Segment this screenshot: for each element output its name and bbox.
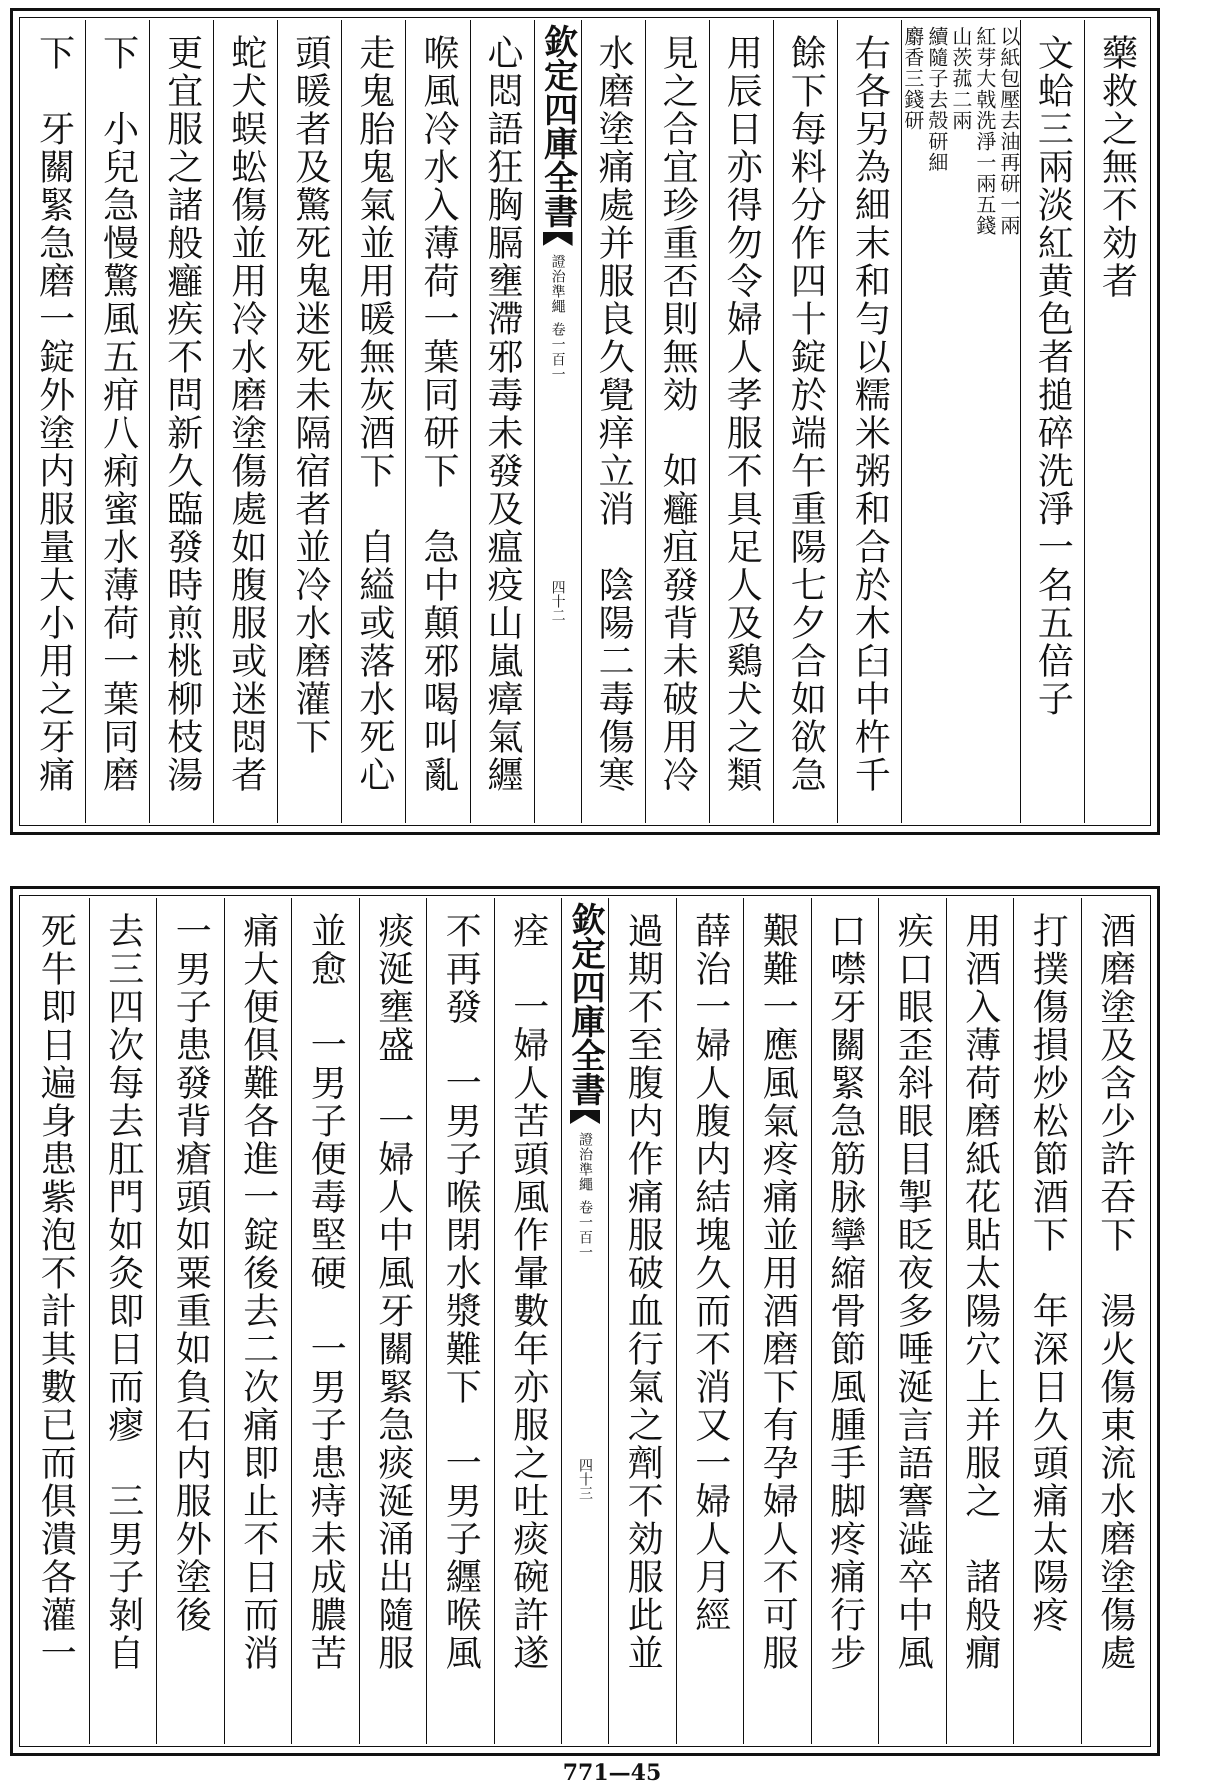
text-column: [709, 20, 773, 823]
column-text: 下 小兒急慢驚風五疳八痢蜜水薄荷一葉同磨: [97, 34, 139, 794]
column-text: 下 牙關緊急磨一錠外塗内服量大小用之牙痛: [33, 34, 75, 794]
column-text: 走鬼胎鬼氣並用暖無灰酒下 自縊或落水死心: [353, 34, 395, 794]
column-text: 一男子患發背瘡頭如粟重如負石内服外塗後: [170, 912, 212, 1634]
column-text: 痛大便俱難各進一錠後去二次痛即止不日而消: [237, 912, 279, 1672]
column-text: 並愈 一男子便毒堅硬 一男子患痔未成膿苦: [305, 912, 347, 1672]
text-column: [581, 20, 645, 823]
text-column: [811, 898, 879, 1744]
text-column: [426, 898, 494, 1744]
text-column: [773, 20, 837, 823]
column-text: 用酒入薄荷磨紙花貼太陽穴上并服之 諸般癇: [959, 912, 1001, 1672]
folio-number: 四十二: [549, 580, 566, 622]
top-page-panel: [10, 8, 1160, 835]
column-text: 右各另為細末和勻以糯米粥和合於木臼中杵千: [849, 34, 891, 794]
column-text: 痊 一婦人苦頭風作暈數年亦服之吐痰碗許遂: [507, 912, 549, 1672]
column-text: 口噤牙關緊急筋脉攣縮骨節風腫手脚疼痛行步: [824, 912, 866, 1672]
top-page-columns: [22, 20, 1148, 823]
text-column: [837, 20, 901, 823]
column-text: 用辰日亦得勿令婦人孝服不具足人及鷄犬之類: [721, 34, 763, 794]
column-text: 頭暖者及驚死鬼迷死未隔宿者並冷水磨灌下: [289, 34, 331, 756]
page-center-column: [534, 20, 581, 823]
column-text: 見之合宜珍重否則無効 如癰疽發背未破用冷: [657, 34, 699, 794]
text-column: [878, 898, 946, 1744]
text-column: [470, 20, 534, 823]
book-title: 證治準繩: [549, 254, 566, 314]
text-column: [1020, 20, 1084, 823]
column-text: 疾口眼歪斜眼目掣眨夜多唾涎言語謇澁卒中風: [892, 912, 934, 1672]
page-center-column: [561, 898, 608, 1744]
text-column: [22, 898, 89, 1744]
annotation-text: 紅芽大戟洗淨一兩五錢: [972, 26, 997, 236]
text-column: [291, 898, 359, 1744]
fishtail-mark-icon: [570, 1110, 600, 1124]
text-column: [676, 898, 744, 1744]
column-text: 餘下每料分作四十錠於端午重陽七夕合如欲急: [785, 34, 827, 794]
book-series-title: 欽定四庫全書: [565, 902, 605, 1106]
text-column: [608, 898, 676, 1744]
column-text: 藥救之無不効者: [1096, 34, 1138, 300]
book-title: 證治準繩: [577, 1132, 593, 1192]
column-text: 死牛即日遍身患紫泡不計其數已而俱潰各灌一: [35, 912, 77, 1672]
text-column: [341, 20, 405, 823]
column-text: 文蛤三兩淡紅黄色者搥碎洗淨一名五倍子: [1032, 34, 1074, 718]
volume-label: 卷一百一: [577, 1200, 593, 1260]
text-column: [1081, 898, 1149, 1744]
column-text: 心悶語狂胸膈壅滯邪毒未發及瘟疫山嵐瘴氣纒: [482, 34, 524, 794]
column-text: 艱難一應風氣疼痛並用酒磨下有孕婦人不可服: [757, 912, 799, 1672]
annotation-text: 續隨子去殻研細: [924, 26, 949, 173]
column-text: 酒磨塗及含少許吞下 湯火傷東流水磨塗傷處: [1094, 912, 1136, 1672]
bottom-page-columns: [22, 898, 1148, 1744]
column-text: 喉風冷水入薄荷一葉同研下 急中顛邪喝叫亂: [417, 34, 459, 794]
text-column: [85, 20, 149, 823]
text-column: [946, 898, 1014, 1744]
column-text: 蛇犬蜈蚣傷並用冷水磨塗傷處如腹服或迷悶者: [225, 34, 267, 794]
column-text: 水磨塗痛處并服良久覺痒立消 陰陽二毒傷寒: [593, 34, 635, 794]
folio-number: 四十三: [577, 1458, 593, 1500]
text-column: [1013, 898, 1081, 1744]
text-column: [224, 898, 292, 1744]
volume-label: 卷一百一: [549, 322, 566, 382]
text-column: [645, 20, 709, 823]
column-text: 薛治一婦人腹内結塊久而不消又一婦人月經: [689, 912, 731, 1634]
column-text: 痰涎壅盛 一婦人中風牙關緊急痰涎涌出隨服: [372, 912, 414, 1672]
column-text: 更宜服之諸般癰疾不問新久臨發時煎桃柳枝湯: [161, 34, 203, 794]
text-column: [89, 898, 157, 1744]
text-column: [494, 898, 562, 1744]
text-column: [213, 20, 277, 823]
text-column: [156, 898, 224, 1744]
book-series-title: 欽定四庫全書: [537, 24, 578, 228]
text-column: [359, 898, 427, 1744]
fishtail-mark-icon: [543, 232, 573, 246]
text-column: [277, 20, 341, 823]
column-text: 不再發 一男子喉閉水漿難下 一男子纒喉風: [440, 912, 482, 1672]
column-text: 去三四次每去肛門如灸即日而瘳 三男子剝自: [102, 912, 144, 1672]
column-text: 過期不至腹内作痛服破血行氣之劑不効服此並: [622, 912, 664, 1672]
text-column: [22, 20, 85, 823]
annotation-text: 以紙包壓去油再研一兩: [996, 26, 1021, 236]
annotation-text: 麝香三錢研: [900, 26, 925, 131]
text-column: [1084, 20, 1148, 823]
annotation-column: [901, 20, 1020, 823]
annotation-text: 山茨菰二兩: [948, 26, 973, 131]
page-reference-number: 771—45: [562, 1760, 662, 1786]
text-column: [743, 898, 811, 1744]
text-column: [405, 20, 469, 823]
column-text: 打撲傷損炒松節酒下 年深日久頭痛太陽疼: [1027, 912, 1069, 1634]
text-column: [149, 20, 213, 823]
bottom-page-panel: [10, 886, 1160, 1756]
